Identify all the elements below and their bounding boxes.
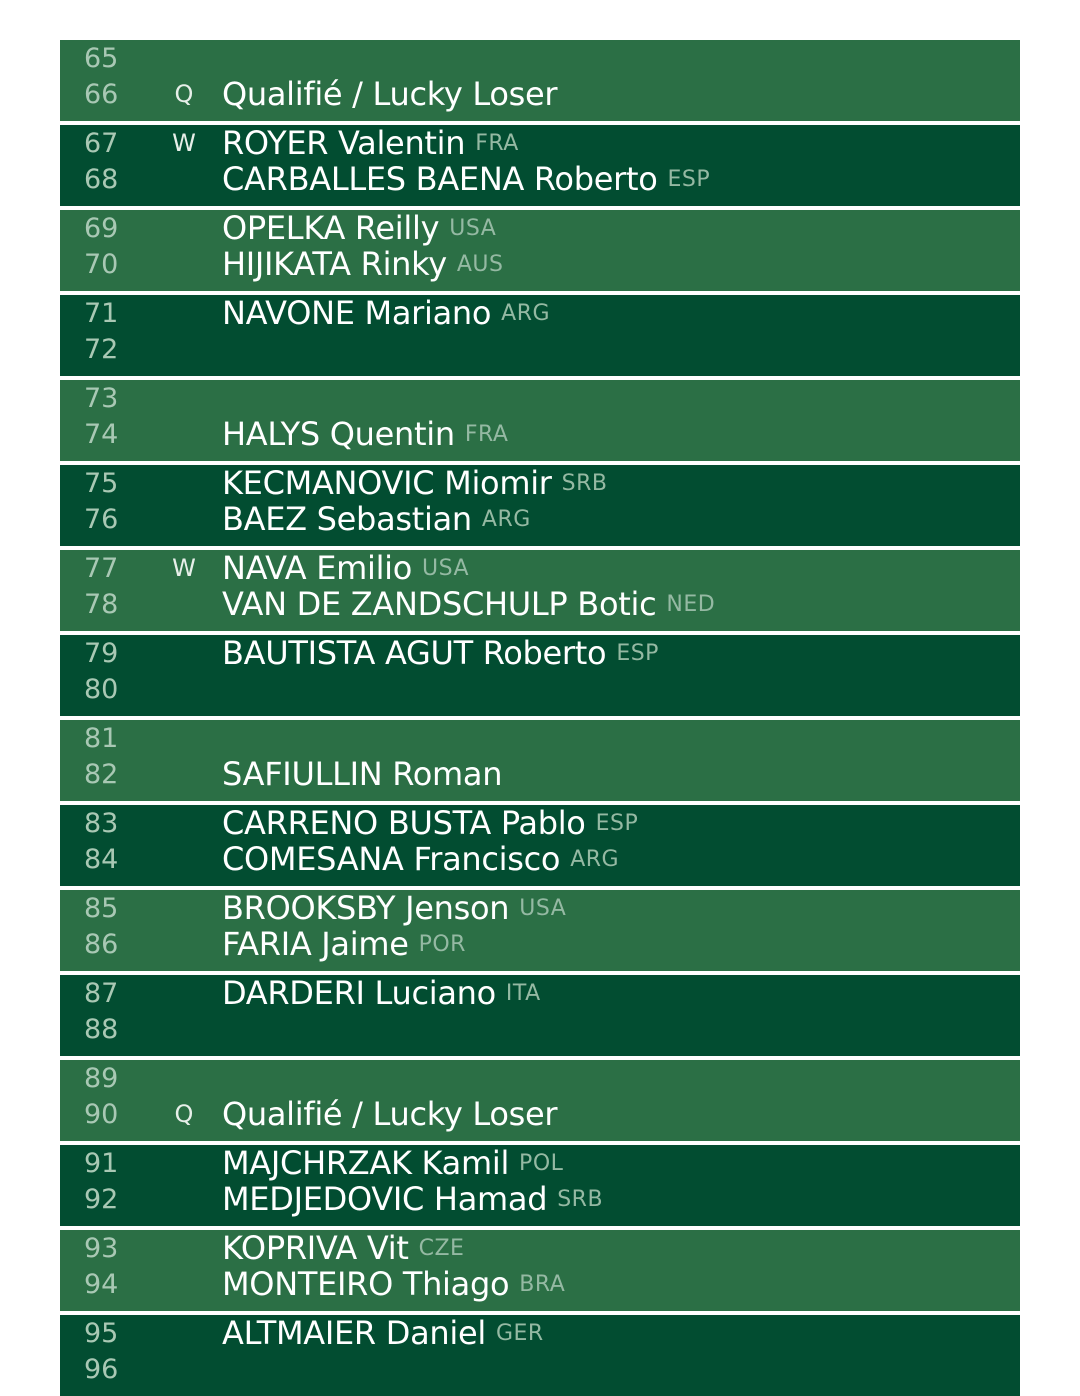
- draw-match-block: [60, 720, 1020, 801]
- player-name: FARIA Jaime: [222, 925, 409, 963]
- player-country-code: FRA: [475, 130, 519, 156]
- draw-entry-row: [60, 1011, 1020, 1047]
- player-country-code: SRB: [557, 1186, 604, 1212]
- draw-entry-row: [60, 331, 1020, 367]
- draw-table: [60, 36, 1020, 1385]
- player-country-code: AUS: [456, 251, 504, 277]
- draw-position-number: 79: [84, 637, 119, 669]
- draw-position-number: 83: [84, 807, 119, 839]
- draw-position-number: 81: [84, 722, 119, 754]
- draw-position-number: 93: [84, 1232, 119, 1264]
- player-country-code: POR: [418, 931, 466, 957]
- draw-position-number: 70: [84, 248, 119, 280]
- player-name: BAEZ Sebastian: [222, 500, 472, 538]
- draw-entry-row: [60, 210, 1020, 246]
- draw-position-number: 90: [84, 1098, 119, 1130]
- player-name: HALYS Quentin: [222, 415, 455, 453]
- draw-entry-row: [60, 501, 1020, 537]
- draw-position-number: 77: [84, 552, 119, 584]
- draw-match-block: [60, 1060, 1020, 1141]
- draw-entry-row: [60, 1266, 1020, 1302]
- draw-entry-row: [60, 1230, 1020, 1266]
- player-name: SAFIULLIN Roman: [222, 755, 503, 793]
- player-name: VAN DE ZANDSCHULP Botic: [222, 585, 657, 623]
- draw-position-number: 78: [84, 588, 119, 620]
- draw-entry-row: [60, 720, 1020, 756]
- player-country-code: USA: [422, 555, 470, 581]
- player-name: COMESANA Francisco: [222, 840, 561, 878]
- player-country-code: POL: [519, 1150, 564, 1176]
- player-country-code: SRB: [561, 470, 608, 496]
- draw-position-number: 65: [84, 42, 119, 74]
- player-country-code: ARG: [570, 846, 620, 872]
- player-country-code: NED: [666, 591, 716, 617]
- entry-status-mark: Q: [174, 80, 194, 108]
- draw-position-number: 76: [84, 503, 119, 535]
- draw-position-number: 75: [84, 467, 119, 499]
- draw-match-block: [60, 295, 1020, 376]
- draw-match-block: [60, 890, 1020, 971]
- draw-position-number: 71: [84, 297, 119, 329]
- draw-entry-row: [60, 841, 1020, 877]
- draw-entry-row: [60, 161, 1020, 197]
- draw-entry-row: [60, 76, 1020, 112]
- player-name: CARBALLES BAENA Roberto: [222, 160, 658, 198]
- draw-entry-row: [60, 586, 1020, 622]
- draw-entry-row: [60, 671, 1020, 707]
- player-name: BAUTISTA AGUT Roberto: [222, 634, 607, 672]
- entry-status-mark: Q: [174, 1100, 194, 1128]
- player-country-code: USA: [449, 215, 497, 241]
- draw-position-number: 96: [84, 1353, 119, 1385]
- draw-position-number: 85: [84, 892, 119, 924]
- player-name: BROOKSBY Jenson: [222, 889, 510, 927]
- draw-match-block: [60, 210, 1020, 291]
- draw-match-block: [60, 635, 1020, 716]
- draw-entry-row: [60, 1060, 1020, 1096]
- entry-status-mark: W: [172, 554, 196, 582]
- player-name: MAJCHRZAK Kamil: [222, 1144, 510, 1182]
- player-name: KECMANOVIC Miomir: [222, 464, 552, 502]
- draw-match-block: [60, 380, 1020, 461]
- draw-entry-row: [60, 40, 1020, 76]
- player-name: KOPRIVA Vit: [222, 1229, 409, 1267]
- draw-position-number: 94: [84, 1268, 119, 1300]
- draw-entry-row: [60, 890, 1020, 926]
- player-country-code: ESP: [595, 810, 639, 836]
- draw-entry-row: [60, 756, 1020, 792]
- player-country-code: BRA: [519, 1271, 566, 1297]
- player-name: Qualifié / Lucky Loser: [222, 1095, 558, 1133]
- draw-position-number: 67: [84, 127, 119, 159]
- draw-match-block: [60, 805, 1020, 886]
- draw-position-number: 72: [84, 333, 119, 365]
- draw-position-number: 82: [84, 758, 119, 790]
- draw-position-number: 68: [84, 163, 119, 195]
- draw-match-block: [60, 975, 1020, 1056]
- draw-entry-row: [60, 1315, 1020, 1351]
- player-country-code: ARG: [481, 506, 531, 532]
- entry-status-mark: W: [172, 129, 196, 157]
- player-name: CARRENO BUSTA Pablo: [222, 804, 586, 842]
- draw-position-number: 69: [84, 212, 119, 244]
- draw-entry-row: [60, 246, 1020, 282]
- draw-position-number: 87: [84, 977, 119, 1009]
- draw-entry-row: [60, 1145, 1020, 1181]
- draw-position-number: 86: [84, 928, 119, 960]
- player-country-code: ITA: [505, 980, 541, 1006]
- player-name: MEDJEDOVIC Hamad: [222, 1180, 548, 1218]
- player-country-code: ESP: [667, 166, 711, 192]
- draw-entry-row: [60, 635, 1020, 671]
- draw-entry-row: [60, 1181, 1020, 1217]
- draw-position-number: 80: [84, 673, 119, 705]
- draw-position-number: 92: [84, 1183, 119, 1215]
- player-country-code: ESP: [616, 640, 659, 666]
- draw-match-block: [60, 1315, 1020, 1396]
- draw-match-block: [60, 550, 1020, 631]
- draw-position-number: 73: [84, 382, 119, 414]
- player-name: ALTMAIER Daniel: [222, 1314, 486, 1352]
- draw-entry-row: [60, 295, 1020, 331]
- draw-entry-row: [60, 550, 1020, 586]
- player-name: ROYER Valentin: [222, 124, 466, 162]
- draw-position-number: 95: [84, 1317, 119, 1349]
- player-name: Qualifié / Lucky Loser: [222, 75, 558, 113]
- player-country-code: GER: [495, 1320, 544, 1346]
- draw-match-block: [60, 40, 1020, 121]
- draw-match-block: [60, 1145, 1020, 1226]
- draw-entry-row: [60, 125, 1020, 161]
- draw-entry-row: [60, 416, 1020, 452]
- player-name: NAVA Emilio: [222, 549, 413, 587]
- draw-entry-row: [60, 975, 1020, 1011]
- player-name: MONTEIRO Thiago: [222, 1265, 510, 1303]
- draw-entry-row: [60, 1096, 1020, 1132]
- draw-position-number: 88: [84, 1013, 119, 1045]
- draw-position-number: 66: [84, 78, 119, 110]
- draw-position-number: 89: [84, 1062, 119, 1094]
- draw-match-block: [60, 465, 1020, 546]
- draw-entry-row: [60, 380, 1020, 416]
- draw-position-number: 91: [84, 1147, 119, 1179]
- draw-entry-row: [60, 805, 1020, 841]
- player-name: NAVONE Mariano: [222, 294, 492, 332]
- player-country-code: ARG: [501, 300, 551, 326]
- player-country-code: FRA: [464, 421, 509, 447]
- player-name: HIJIKATA Rinky: [222, 245, 447, 283]
- draw-position-number: 84: [84, 843, 119, 875]
- player-name: DARDERI Luciano: [222, 974, 496, 1012]
- player-country-code: CZE: [418, 1235, 465, 1261]
- draw-position-number: 74: [84, 418, 119, 450]
- draw-match-block: [60, 1230, 1020, 1311]
- draw-entry-row: [60, 465, 1020, 501]
- draw-match-block: [60, 125, 1020, 206]
- draw-entry-row: [60, 926, 1020, 962]
- player-name: OPELKA Reilly: [222, 209, 440, 247]
- draw-entry-row: [60, 1351, 1020, 1387]
- player-country-code: USA: [519, 895, 567, 921]
